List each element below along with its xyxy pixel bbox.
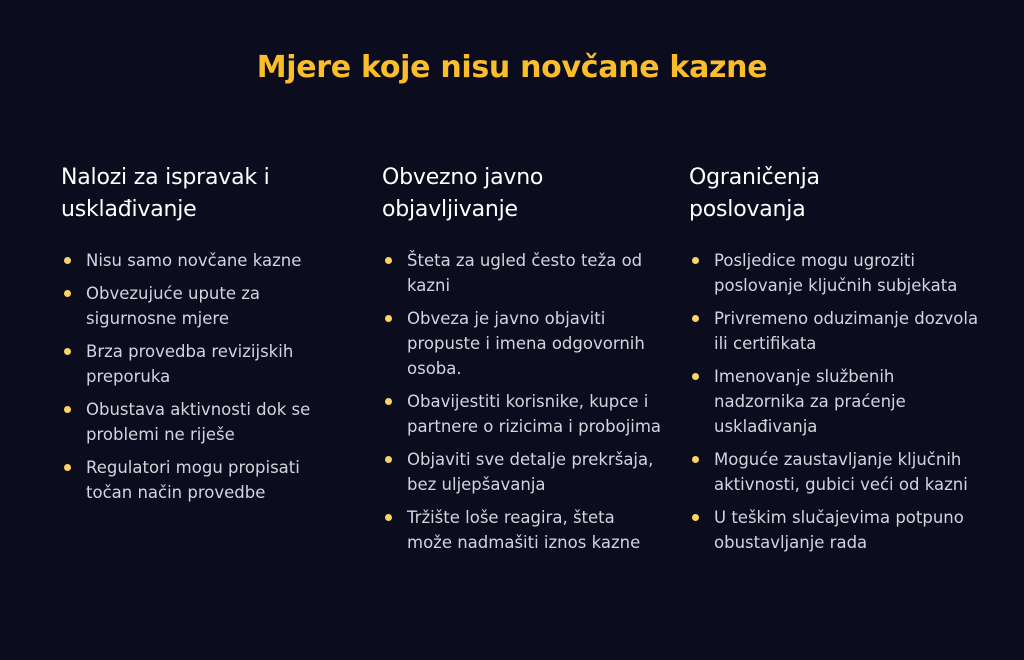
heading-line: poslovanja xyxy=(689,197,806,222)
list-item-text: Obveza je javno objaviti propuste i imena odgovornih osoba. xyxy=(407,309,645,378)
list-item-text: Imenovanje službenih nadzornika za praćenje usklađivanja xyxy=(714,367,906,436)
list-item xyxy=(382,306,662,381)
bullet-dot-icon xyxy=(64,348,71,355)
column-heading xyxy=(61,162,326,226)
list-item xyxy=(382,505,662,555)
list-item-text: U teškim slučajevima potpuno obustavljanje rada xyxy=(714,508,964,552)
bullet-dot-icon xyxy=(692,257,699,264)
list-item xyxy=(61,455,326,505)
page-title: Mjere koje nisu novčane kazne xyxy=(256,50,768,85)
list-item-text: Obvezujuće upute za sigurnosne mjere xyxy=(86,284,261,328)
list-item-text: Privremeno oduzimanje dozvola ili certifikata xyxy=(714,309,979,353)
bullet-dot-icon xyxy=(692,514,699,521)
list-item xyxy=(382,248,662,298)
list-item-text: Nisu samo novčane kazne xyxy=(86,251,302,270)
bullet-dot-icon xyxy=(385,514,392,521)
list-item-text: Obustava aktivnosti dok se problemi ne riješe xyxy=(86,400,311,444)
list-item xyxy=(61,397,326,447)
list-item xyxy=(61,281,326,331)
bullet-dot-icon xyxy=(385,315,392,322)
bullet-dot-icon xyxy=(64,290,71,297)
list-item xyxy=(689,364,989,439)
column-heading xyxy=(382,162,662,226)
list-item-text: Obavijestiti korisnike, kupce i partnere o rizicima i probojima xyxy=(407,392,662,436)
column-heading xyxy=(689,162,989,226)
heading-line: Ograničenja xyxy=(689,165,820,190)
list-item xyxy=(689,306,989,356)
bullet-dot-icon xyxy=(692,456,699,463)
list-item-text: Brza provedba revizijskih preporuka xyxy=(86,342,294,386)
list-item xyxy=(61,339,326,389)
list-item xyxy=(689,447,989,497)
bullet-dot-icon xyxy=(64,257,71,264)
bullet-dot-icon xyxy=(385,257,392,264)
list-item-text: Tržište loše reagira, šteta može nadmašiti iznos kazne xyxy=(407,508,641,552)
list-item xyxy=(689,505,989,555)
heading-line: Nalozi za ispravak i xyxy=(61,165,270,190)
list-item xyxy=(61,248,326,273)
heading-line: objavljivanje xyxy=(382,197,518,222)
bullet-list xyxy=(689,248,989,555)
list-item xyxy=(689,248,989,298)
column-public-disclosure xyxy=(382,162,662,563)
bullet-dot-icon xyxy=(64,406,71,413)
list-item-text: Regulatori mogu propisati točan način provedbe xyxy=(86,458,300,502)
bullet-dot-icon xyxy=(692,373,699,380)
list-item xyxy=(382,389,662,439)
heading-line: usklađivanje xyxy=(61,197,197,222)
bullet-dot-icon xyxy=(692,315,699,322)
list-item-text: Šteta za ugled često teža od kazni xyxy=(407,251,643,295)
bullet-list xyxy=(382,248,662,555)
bullet-dot-icon xyxy=(385,398,392,405)
list-item-text: Objaviti sve detalje prekršaja, bez uljepšavanja xyxy=(407,450,654,494)
column-correction-orders xyxy=(61,162,326,513)
bullet-list xyxy=(61,248,326,505)
list-item-text: Moguće zaustavljanje ključnih aktivnosti, gubici veći od kazni xyxy=(714,450,968,494)
heading-line: Obvezno javno xyxy=(382,165,544,190)
column-business-restrictions xyxy=(689,162,989,563)
list-item-text: Posljedice mogu ugroziti poslovanje ključnih subjekata xyxy=(714,251,958,295)
list-item xyxy=(382,447,662,497)
bullet-dot-icon xyxy=(385,456,392,463)
bullet-dot-icon xyxy=(64,464,71,471)
